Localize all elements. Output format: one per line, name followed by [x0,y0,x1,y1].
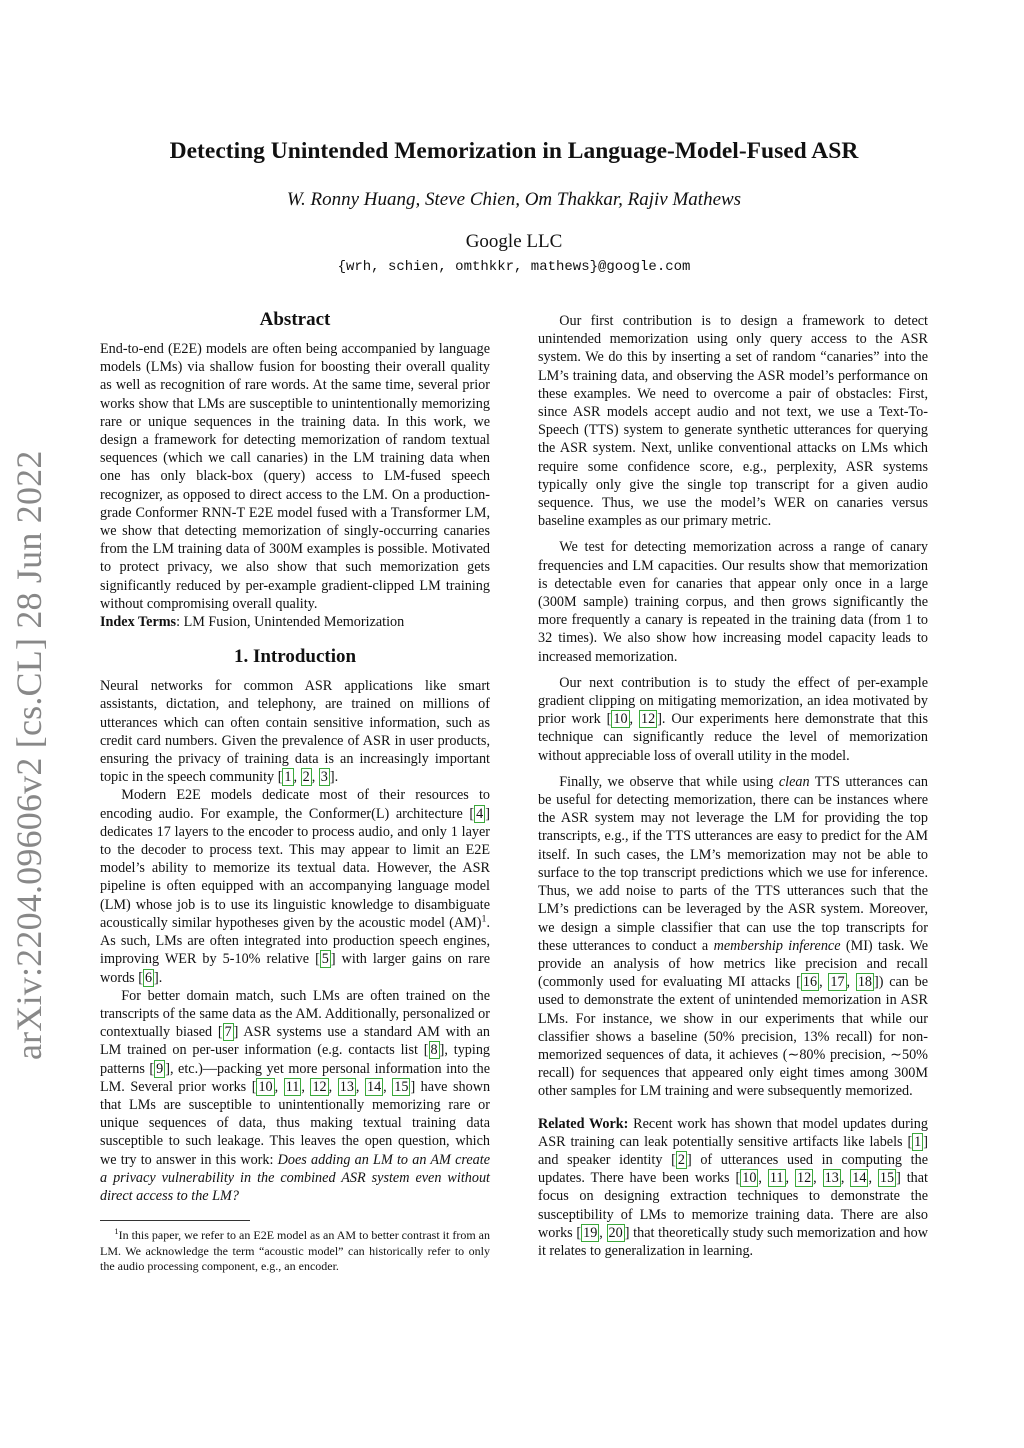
contribution-paragraph-1: Our first contribution is to design a framework to detect unintended memorization using only query access to the ASR system. We do this by inserting a set of random “canaries” into the LM’s training data, and observing the ASR model’s performance on these examples. We need to overcome a pair of obstacles: First, since ASR models accept audio and not text, we use a Text-To-Speech (TTS) system to generate synthetic utterances for querying the ASR system. Next, unlike conventional attacks on LMs which require some confidence score, e.g., perplexity, ASR systems typically only give the single top transcript for a given audio sequence. Thus, we use the model’s WER on canaries versus baseline examples as our primary metric. [538,313,928,530]
citation-link[interactable]: 15 [879,1170,895,1187]
citation-link[interactable]: 5 [321,951,329,968]
author-list: W. Ronny Huang, Steve Chien, Om Thakkar, Rajiv Mathews [286,189,742,210]
citation-link[interactable]: 10 [258,1078,273,1095]
citation-link[interactable]: 14 [852,1170,867,1187]
intro-paragraph-2: Modern E2E models dedicate most of their resources to encoding audio. For example, the Conformer(L) architecture [ 4 ] dedicates 17 layers to the encoder to process audio, and only 1 layer to the decoder to process text. This may appear to limit an E2E model’s ability to memorize its textual data. However, the ASR pipeline is often equipped with an accompanying language model (LM) whose job is to use its linguistic knowledge to disambiguate acoustically similar hypotheses given by the acoustic model (AM)$^1$. As such, LMs are often integrated into production speech engines, improving WER by 5-10% relative [ 5 ] with larger gains on rare words [ 6 ]. [100,787,490,986]
footnote-number: 1 [114,1227,119,1236]
footnote-divider [100,1220,250,1221]
citation-link[interactable]: 17 [830,974,845,991]
author-emails: {wrh, schien, omthkkr, mathews}@google.com [337,259,691,275]
abstract-heading: Abstract [259,309,331,330]
index-terms-label: Index Terms [100,614,177,631]
affiliation: Google LLC [465,231,563,252]
contribution-paragraph-2: We test for detecting memorization across a range of canary frequencies and LM capacities. Our results show that memorization is detectable even for canaries that appear only once in a large (300M sample) training corpus, and then grows significantly the more frequently a canary is repeated in the training data (from 1 to 32 times). We also show how increasing model capacity leads to increased memorization. [538,539,928,665]
citation-link[interactable]: 9 [156,1060,164,1077]
section-heading-introduction: 1. Introduction [233,646,357,668]
related-work-paragraph: Related Work: Recent work has shown that model updates during ASR training can leak potentially sensitive artifacts like labels [ 1 ] and speaker identity [ 2 ] of utterances used in computing the updates. There have been works [ 10 , 11 , 12 , 13 , 14 , 15 ] that focus on designing extraction techniques to demonstrate the susceptibility of LMs to memorize training data. There are also works [ 19 , 20 ] that theoretically study such memorization and how it relates to generalization in learning. [538,1115,928,1259]
contribution-paragraph-3: Our next contribution is to study the effect of per-example gradient clipping on mitigating memorization, an idea motivated by prior work [ 10 , 12 ]. Our experiments here demonstrate that this technique can significantly reduce the level of memorization without appreciable loss of overall utility in the model. [538,674,929,764]
citation-link[interactable]: 4 [476,805,484,822]
citation-link[interactable]: 15 [394,1078,409,1095]
left-column [100,308,490,1205]
citation-link[interactable]: 7 [224,1024,232,1041]
paper-title: Detecting Unintended Memorization in Language-Model-Fused ASR [169,138,859,164]
citation-link[interactable]: 19 [583,1224,598,1241]
citation-link[interactable]: 13 [824,1170,839,1187]
citation-link[interactable]: 16 [802,974,818,991]
contribution-paragraph-4: Finally, we observe that while using clean TTS utterances can be useful for detecting memorization, there can be instances where the ASR system may not leverage the LM for providing the top transcripts, e.g., if the TTS utterances are easy to predict for the AM itself. In such cases, the LM’s memorization may not be able to surface to the top transcript predictions which we use for inference. Thus, we add noise to parts of the TTS utterances such that the LM’s predictions can be leveraged by the ASR system. Moreover, we design a simple classifier that can use the top transcripts for these utterances to conduct a membership inference (MI) task. We provide an analysis of how metrics like precision and recall (commonly used for evaluating MI attacks [ 16 , 17 , 18 ]) can be used to demonstrate the extent of unintended memorization in ASR LMs. For instance, we show in our experiments that while our classifier shows a baseline (50% precision, 13% recall) for non-memorized sequences of data, it achieves (∼80% precision, ∼50% recall) for sequences that appeared only eight times among 300M other samples for LM training and were subsequently memorized. [538,773,929,1100]
citation-link[interactable]: 1 [914,1133,922,1150]
citation-link[interactable]: 11 [769,1170,784,1187]
intro-paragraph-1: Neural networks for common ASR applications like smart assistants, dictation, and telephony, are trained on millions of utterances which can often contain sensitive information, such as credit card numbers. Given the prevalence of ASR in user products, ensuring the privacy of training data is an increasingly important topic in the speech community [ 1 , 2 , 3 ]. [100,678,490,786]
citation-link[interactable]: 10 [742,1170,757,1187]
citation-link[interactable]: 3 [320,769,328,786]
citation-link[interactable]: 6 [144,969,153,986]
intro-paragraph-3: For better domain match, such LMs are often trained on the transcripts of the same data as the AM. Additionally, personalized or contextually biased [ 7 ] ASR systems use a standard AM with an LM trained on per-user information (e.g. contacts list [ 8 ], typing patterns [ 9 ], etc.)—packing yet more personal information into the LM. Several prior works [ 10 , 11 , 12 , 13 , 14 , 15 ] have shown that LMs are susceptible to unintentionally memorizing rare or unique sequences of data, thus making textual training data susceptible to such leakage. This leaves the open question, which we try to answer in this work: Does adding an LM to an AM create a privacy vulnerability in the combined ASR system even without direct access to the LM? [100,987,491,1204]
citation-link[interactable]: 14 [366,1078,382,1095]
abstract-text: End-to-end (E2E) models are often being accompanied by language models (LMs) via shallow fusion for boosting their overall quality as well as recognition of rare words. At the same time, several prior works show that LMs are susceptible to unintentionally memorizing rare or unique sequences in the training data. In this work, we design a framework for detecting memorization of random textual sequences (which we call canaries) in the LM training data when one has only black-box (query) access to LM-fused speech recognizer, as opposed to direct access to the LM. On a production-grade Conformer RNN-T E2E model fused with a Transformer LM, we show that detecting memorization of singly-occurring canaries from the LM training data of 300M examples is possible. Motivated to protect privacy, we also show that such memorization gets significantly reduced by per-example gradient-clipped LM training without compromising overall quality. [100,341,490,612]
citation-link[interactable]: 11 [285,1078,300,1095]
citation-link[interactable]: 13 [339,1078,354,1095]
index-terms [100,613,490,631]
footnote [100,1228,490,1275]
arxiv-identifier-text[interactable]: arXiv:2204.09606v2 [cs.CL] 28 Jun 2022 [9,450,49,1060]
footnote-marker: 1 [481,913,487,925]
citation-link[interactable]: 2 [302,769,310,786]
citation-link[interactable]: 20 [608,1224,623,1241]
citation-link[interactable]: 12 [312,1078,327,1095]
footnote-text: In this paper, we refer to an E2E model as an AM to better contrast it from an LM. We acknowledge the term “acoustic model” can historically refer to only the audio processing component, e.g., an encoder. [100,1228,490,1273]
research-question: Does adding an LM to an AM create a privacy vulnerability in the combined ASR system even without direct access to the LM? [100,1151,490,1204]
citation-link[interactable]: 18 [857,974,873,991]
citation-link[interactable]: 8 [430,1042,438,1059]
citation-link[interactable]: 12 [641,711,656,728]
citation-link[interactable]: 1 [284,769,292,786]
index-terms-list: : LM Fusion, Unintended Memorization [176,614,405,631]
citation-link[interactable]: 10 [613,711,628,728]
related-work-label: Related Work: [538,1115,629,1132]
citation-link[interactable]: 12 [796,1170,812,1187]
right-column [538,312,928,1268]
citation-link[interactable]: 2 [677,1151,685,1168]
